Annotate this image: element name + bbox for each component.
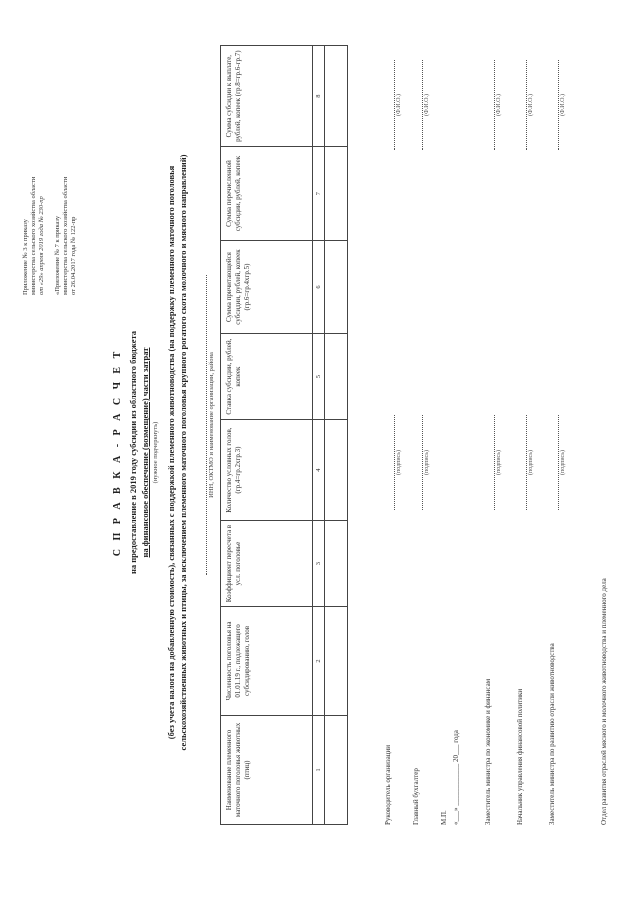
- appendix-line: министерства сельского хозяйства области: [62, 176, 69, 295]
- org-head-name-line: [384, 60, 395, 150]
- deputy-minister-econ-label: Заместитель министра по экономике и финансам: [484, 678, 492, 825]
- deputy-minister-econ-name-caption: (Ф.И.О.): [496, 94, 502, 116]
- date-line: «___» ____________ 20___ года: [452, 730, 460, 825]
- chief-accountant-name-line: [412, 60, 423, 150]
- deputy-minister-livestock-sign-caption: (подпись): [560, 450, 566, 475]
- column-number: 4: [313, 419, 325, 520]
- table-cell: [325, 240, 348, 333]
- column-number-row: [313, 46, 325, 825]
- column-number: 5: [313, 334, 325, 420]
- column-number: 7: [313, 147, 325, 240]
- column-number: 2: [313, 606, 325, 715]
- head-fin-dept-name-line: [516, 60, 527, 150]
- table-header-row: [221, 46, 313, 825]
- appendix-note: [22, 65, 78, 295]
- title-line-3: (без учета налога на добавленную стоимость), связанных с поддержкой племенного животноводства (на поддержку племенного маточного поголовья: [166, 165, 176, 740]
- chief-accountant-label: Главный бухгалтер: [412, 768, 420, 825]
- inn-line: [196, 275, 207, 575]
- column-header: Ставка субсидии, рублей, копеек: [221, 334, 313, 420]
- chief-accountant-sign-line: [412, 415, 423, 510]
- column-header: Коэффициент пересчета в усл. поголовье: [221, 521, 313, 607]
- deputy-minister-livestock-name-caption: (Ф.И.О.): [560, 94, 566, 116]
- column-header: Сумма перечисленной субсидии, рублей, копеек: [221, 147, 313, 240]
- column-number: 8: [313, 46, 325, 147]
- appendix-line: от «29» апреля 2019 года № 230-пр: [38, 196, 45, 295]
- org-head-name-caption: (Ф.И.О.): [396, 94, 402, 116]
- org-head-sign-caption: (подпись): [396, 450, 402, 475]
- column-header: Сумма субсидии к выплате, рублей, копеек (гр.8=гр.6-гр.7): [221, 46, 313, 147]
- chief-accountant-name-caption: (Ф.И.О.): [424, 94, 430, 116]
- org-head-label: Руководитель организации: [384, 745, 392, 825]
- deputy-minister-livestock-name-line: [548, 60, 559, 150]
- column-number: 1: [313, 715, 325, 824]
- column-header: Сумма причитающейся субсидии, рублей, копеек (гр.6=гр.4хгр.5): [221, 240, 313, 333]
- column-number: 6: [313, 240, 325, 333]
- subsidy-table: [220, 45, 348, 825]
- seal-label: М.П.: [440, 810, 448, 825]
- deputy-minister-livestock-label: Заместитель министра по развитию отрасли животноводства: [548, 643, 556, 825]
- title-line-4: сельскохозяйственных животных и птицы, за исключением племенного маточного поголовья крупного рогатого скота молочного и мясного направлений): [178, 154, 188, 751]
- chief-accountant-sign-caption: (подпись): [424, 450, 430, 475]
- column-number: 3: [313, 521, 325, 607]
- column-header: Количество условных голов, (гр.4=гр.2хгр.3): [221, 419, 313, 520]
- appendix-line: от 26.04.2017 года № 122-пр: [70, 216, 77, 295]
- deputy-minister-livestock-sign-line: [548, 415, 559, 510]
- head-fin-dept-label: Начальник управления финансовой политики: [516, 688, 524, 825]
- appendix-line: министерства сельского хозяйства области: [30, 176, 37, 295]
- org-head-sign-line: [384, 415, 395, 510]
- head-fin-dept-sign-line: [516, 415, 527, 510]
- table-cell: [325, 606, 348, 715]
- title-line-2: на финансовое обеспечение (возмещение) части затрат: [140, 347, 150, 558]
- deputy-minister-econ-sign-caption: (подпись): [496, 450, 502, 475]
- title-line-2-caption: (нужное подчеркнуть): [152, 421, 159, 484]
- appendix-line: Приложение № 3 к приказу: [22, 219, 29, 295]
- deputy-minister-econ-name-line: [484, 60, 495, 150]
- deputy-minister-econ-sign-line: [484, 415, 495, 510]
- head-fin-dept-sign-caption: (подпись): [528, 450, 534, 475]
- head-fin-dept-name-caption: (Ф.И.О.): [528, 94, 534, 116]
- table-cell: [325, 715, 348, 824]
- department-footer: Отдел развития отраслей мясного и молочного животноводства и племенного дела: [600, 578, 608, 825]
- document-title: С П Р А В К А - Р А С Ч Е Т: [112, 348, 123, 557]
- table-cell: [325, 334, 348, 420]
- inn-caption: ИНН, ОКТМО и наименование организации, района: [208, 352, 215, 498]
- table-cell: [325, 46, 348, 147]
- column-header: Наименование племенного маточного поголовья животных (птиц): [221, 715, 313, 824]
- column-header: Численность поголовья на 01.01.19 г., подлежащего субсидированию, голов: [221, 606, 313, 715]
- table-row: [325, 46, 348, 825]
- table-cell: [325, 521, 348, 607]
- title-line-1: на предоставление в 2019 году субсидии из областного бюджета: [128, 331, 138, 575]
- table-cell: [325, 147, 348, 240]
- table-cell: [325, 419, 348, 520]
- appendix-line: «Приложение № 7 к приказу: [54, 215, 61, 295]
